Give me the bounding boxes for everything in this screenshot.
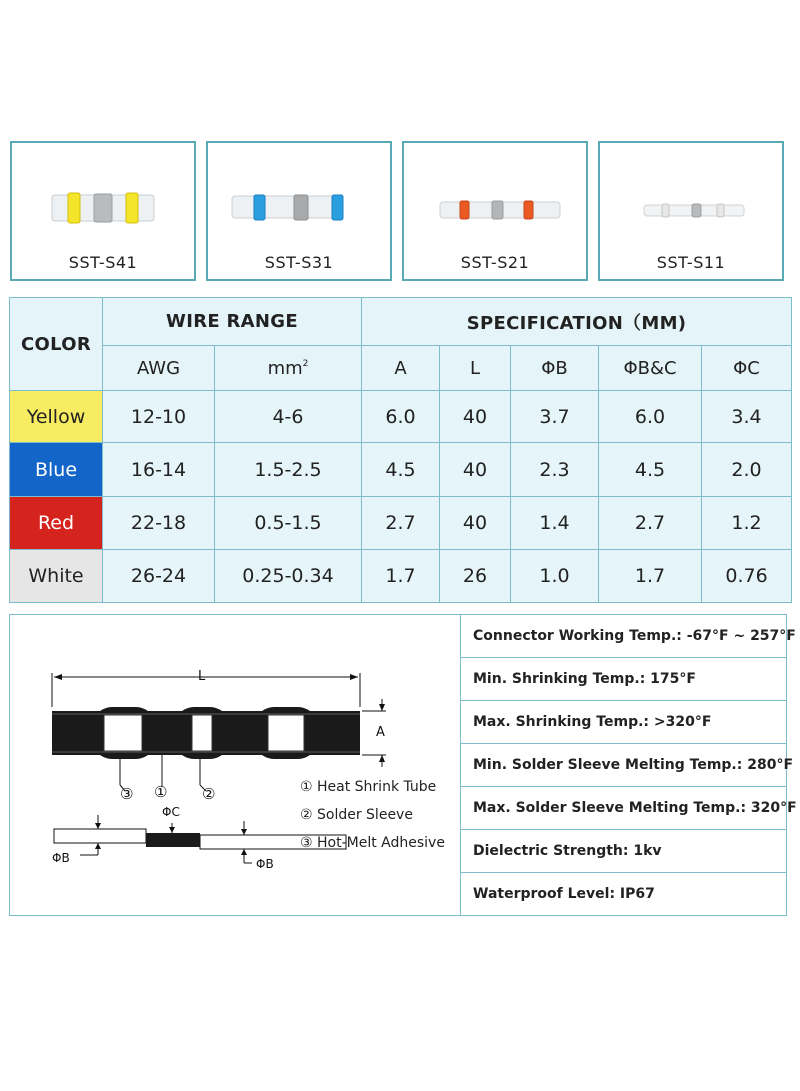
specification-table: [9, 297, 792, 603]
product-card-sst-s21: [402, 141, 588, 281]
property-max-shrinking-temp: Max. Shrinking Temp.: >320°F: [461, 701, 786, 744]
legend-hot-melt-adhesive: ③ Hot-Melt Adhesive: [300, 835, 445, 851]
phibc-header: ΦB&C: [599, 346, 702, 391]
product-model: SST-S31: [264, 253, 334, 272]
l-cell: 40: [440, 443, 511, 496]
color-cell-red: Red: [10, 496, 103, 549]
dimension-l-label: L: [198, 669, 206, 684]
property-waterproof-level: Waterproof Level: IP67: [473, 886, 655, 902]
a-cell: 6.0: [362, 391, 440, 443]
product-model: SST-S11: [656, 253, 726, 272]
mm2-header: $mm^2$: [215, 346, 362, 391]
property-min-melting-temp: Min. Solder Sleeve Melting Temp.: 280°F: [461, 744, 786, 787]
callout-2: ②: [202, 785, 216, 803]
a-cell: 4.5: [362, 443, 440, 496]
product-card-sst-s31: [206, 141, 392, 281]
table-row: [10, 549, 792, 602]
a-cell: 2.7: [362, 496, 440, 549]
property-working-temp: Connector Working Temp.: -67°F ~ 257°F: [461, 615, 786, 658]
dimension-phib-left-label: ΦB: [52, 851, 70, 865]
dimension-phic-label: ΦC: [162, 805, 180, 819]
phic-header: ΦC: [702, 346, 792, 391]
product-card-sst-s41: [10, 141, 196, 281]
phic-cell: 0.76: [702, 549, 792, 602]
mm2-cell: 4-6: [215, 391, 362, 443]
dimension-drawing: [10, 615, 460, 915]
legend-heat-shrink-tube: ① Heat Shrink Tube: [300, 779, 437, 795]
color-cell-yellow: Yellow: [10, 391, 103, 443]
l-cell: 40: [440, 496, 511, 549]
mm2-cell: 0.25-0.34: [215, 549, 362, 602]
phib-cell: 2.3: [511, 443, 599, 496]
specification-header: SPECIFICATION（MM): [362, 298, 792, 346]
property-list: [461, 615, 797, 915]
a-cell: 1.7: [362, 549, 440, 602]
mm2-cell: 0.5-1.5: [215, 496, 362, 549]
l-cell: 40: [440, 391, 511, 443]
phic-cell: 2.0: [702, 443, 792, 496]
dimension-a-label: A: [376, 725, 385, 740]
table-row: [10, 391, 792, 443]
detail-panel: [9, 614, 797, 916]
property-max-melting-temp: Max. Solder Sleeve Melting Temp.: 320°F: [461, 787, 786, 830]
table-row: [10, 443, 792, 496]
callout-3: ③: [120, 785, 134, 803]
product-card-sst-s11: [598, 141, 784, 281]
connector-diagram: [10, 615, 461, 915]
phic-cell: 3.4: [702, 391, 792, 443]
phibc-cell: 1.7: [599, 549, 702, 602]
callout-1: ①: [154, 783, 168, 801]
a-header: A: [362, 346, 440, 391]
awg-cell: 16-14: [103, 443, 215, 496]
awg-cell: 26-24: [103, 549, 215, 602]
product-cards: [10, 141, 790, 283]
phibc-cell: 2.7: [599, 496, 702, 549]
awg-cell: 22-18: [103, 496, 215, 549]
product-model: SST-S41: [68, 253, 138, 272]
l-header: L: [440, 346, 511, 391]
property-min-shrinking-temp: Min. Shrinking Temp.: 175°F: [461, 658, 786, 701]
phic-cell: 1.2: [702, 496, 792, 549]
property-dielectric-strength: Dielectric Strength: 1kv: [461, 830, 786, 873]
awg-header: AWG: [103, 346, 215, 391]
color-header: COLOR: [10, 298, 103, 391]
color-cell-blue: Blue: [10, 443, 103, 496]
mm2-cell: 1.5-2.5: [215, 443, 362, 496]
phib-cell: 3.7: [511, 391, 599, 443]
phib-cell: 1.4: [511, 496, 599, 549]
wire-range-header: WIRE RANGE: [103, 298, 362, 346]
phibc-cell: 4.5: [599, 443, 702, 496]
phib-header: ΦB: [511, 346, 599, 391]
dimension-phib-right-label: ΦB: [256, 857, 274, 871]
color-cell-white: White: [10, 549, 103, 602]
awg-cell: 12-10: [103, 391, 215, 443]
product-model: SST-S21: [460, 253, 530, 272]
legend-solder-sleeve: ② Solder Sleeve: [300, 807, 413, 823]
l-cell: 26: [440, 549, 511, 602]
phibc-cell: 6.0: [599, 391, 702, 443]
phib-cell: 1.0: [511, 549, 599, 602]
table-row: [10, 496, 792, 549]
